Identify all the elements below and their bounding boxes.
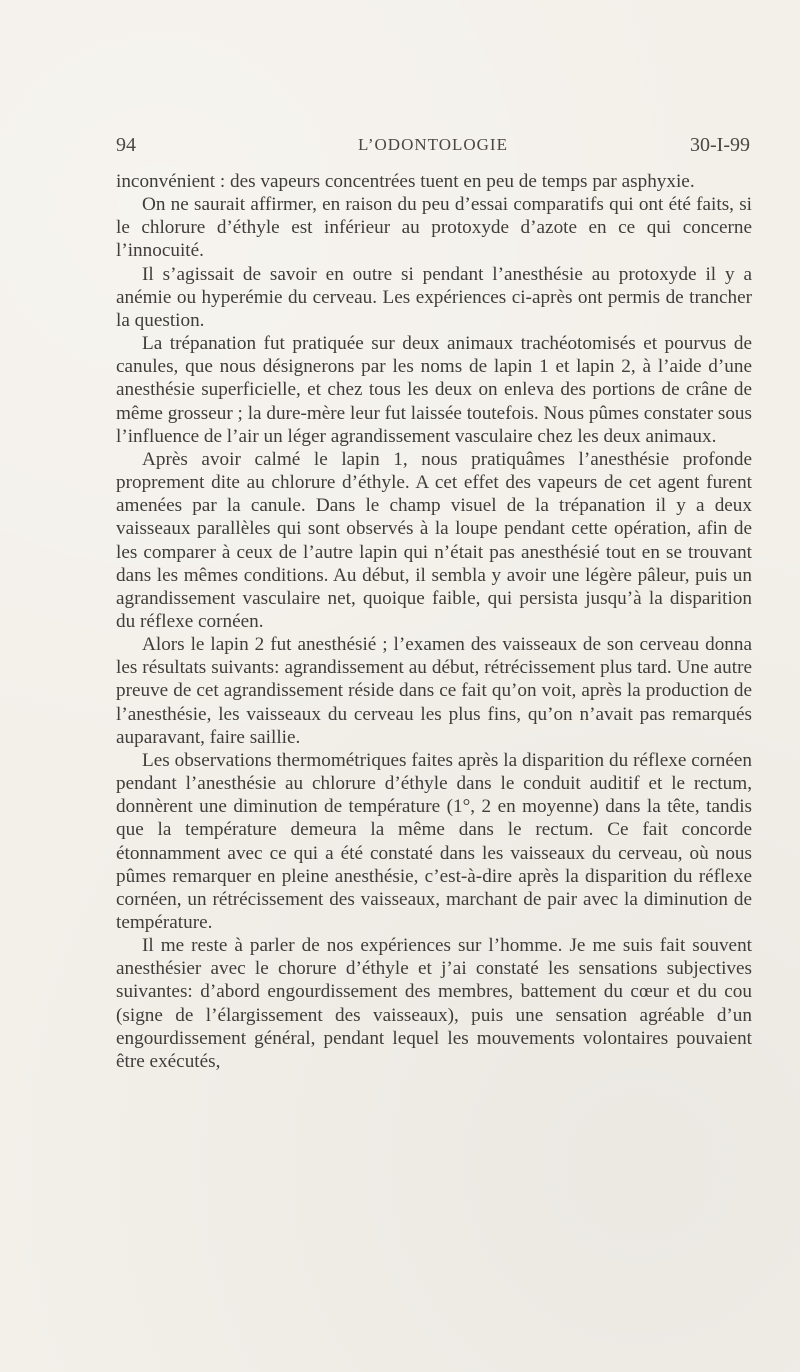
- paragraph-continuation: inconvénient : des vapeurs concentrées tuent en peu de temps par asphyxie.: [116, 171, 695, 192]
- paragraph: La trépanation fut pratiquée sur deux animaux trachéotomisés et pourvus de canules, que nous désignerons par les noms de lapin 1 et lapin 2, à l’aide d’une anesthésie superficielle, et chez tous les deux on enleva des portions de crâne de même grosseur ; la dure-mère leur fut laissée toutefois. Nous pûmes constater sous l’influence de l’air un léger agrandissement vasculaire chez les deux animaux.: [116, 333, 752, 447]
- issue-date: 30-I-99: [690, 134, 750, 156]
- paragraph: Alors le lapin 2 fut anesthésié ; l’examen des vaisseaux de son cerveau donna les résultats suivants: agrandissement au début, rétrécissement plus tard. Une autre preuve de cet agrandissement réside dans ce fait qu’on voit, après la production de l’anesthésie, les vaisseaux du cerveau les plus fins, qu’on n’avait pas remarqués auparavant, faire saillie.: [116, 634, 752, 748]
- page-number: 94: [116, 134, 136, 156]
- paragraph: Les observations thermométriques faites après la disparition du réflexe cornéen pendant l’anesthésie au chlorure d’éthyle dans le conduit auditif et le rectum, donnèrent une diminution de température (1°, 2 en moyenne) dans la tête, tandis que la température demeura la même dans le rectum. Ce fait concorde étonnamment avec ce qui a été constaté dans les vaisseaux du cerveau, où nous pûmes remarquer en pleine anesthésie, c’est-à-dire après la disparition du réflexe cornéen, un rétrécissement des vaisseaux, marchant de pair avec la diminution de température.: [116, 749, 752, 933]
- paragraph: Il me reste à parler de nos expériences sur l’homme. Je me suis fait souvent anesthésier avec le chorure d’éthyle et j’ai constaté les sensations subjectives suivantes: d’abord engourdissement des membres, battement du cœur et du cou (signe de l’élargissement des vaisseaux), puis une sensation agréable d’un engourdissement général, pendant lequel les mouvements volontaires pouvaient être exécutés,: [116, 935, 752, 1072]
- paragraph: On ne saurait affirmer, en raison du peu d’essai comparatifs qui ont été faits, si le chlorure d’éthyle est inférieur au protoxyde d’azote en ce qui concerne l’innocuité.: [116, 194, 752, 262]
- running-title: L’ODONTOLOGIE: [358, 135, 508, 154]
- paragraph: Il s’agissait de savoir en outre si pendant l’anesthésie au protoxyde il y a anémie ou hyperémie du cerveau. Les expériences ci-après ont permis de trancher la question.: [116, 263, 752, 331]
- body-text: [116, 170, 752, 1073]
- running-header: [116, 134, 750, 162]
- paragraph: Après avoir calmé le lapin 1, nous pratiquâmes l’anesthésie profonde proprement dite au chlorure d’éthyle. A cet effet des vapeurs de cet agent furent amenées par la canule. Dans le champ visuel de la trépanation il y a deux vaisseaux parallèles qui sont observés à la loupe pendant cette opération, afin de les comparer à ceux de l’autre lapin qui n’était pas anesthésié tout en se trouvant dans les mêmes conditions. Au début, il sembla y avoir une légère pâleur, puis un agrandissement vasculaire net, quoique faible, qui persista jusqu’à la disparition du réflexe cornéen.: [116, 448, 752, 632]
